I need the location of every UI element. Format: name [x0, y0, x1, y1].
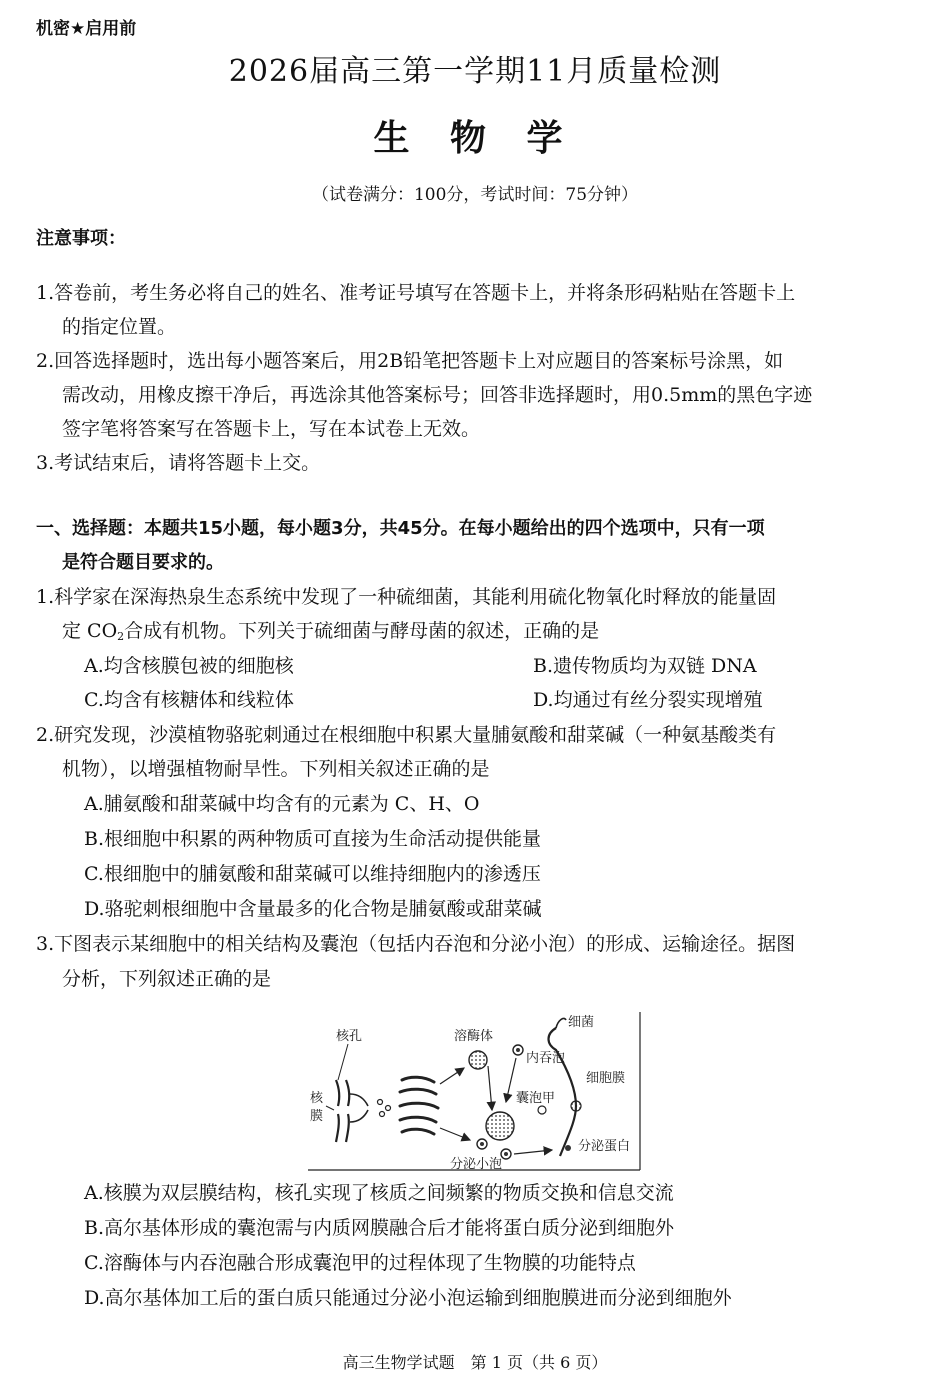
q3-option-d: D.高尔基体加工后的蛋白质只能通过分泌小泡运输到细胞膜进而分泌到细胞外	[84, 1287, 732, 1309]
small-vesicle-3	[380, 1112, 385, 1117]
small-vesicle-2	[386, 1106, 391, 1111]
q1-stem-cont: 定 $CO_2$合成有机物。下列关于硫细菌与酵母菌的叙述，正确的是	[62, 620, 600, 643]
confidential-label: 机密★启用前	[36, 19, 137, 39]
label-nuclear-membrane-1: 核	[310, 1091, 324, 1106]
lysosome-shape	[469, 1051, 487, 1069]
label-nuclear-pore: 核孔	[336, 1029, 363, 1044]
label-secretory-protein: 分泌蛋白	[578, 1139, 631, 1154]
q3-stem-cont: 分析，下列叙述正确的是	[62, 968, 272, 990]
section-title: 一、选择题：本题共15小题，每小题3分，共45分。在每小题给出的四个选项中，只有一项	[36, 518, 765, 539]
exam-info: （试卷满分：100分，考试时间：75分钟）	[311, 185, 639, 205]
note-2-cont-2: 签字笔将答案写在答题卡上，写在本试卷上无效。	[62, 418, 481, 440]
golgi-apparatus	[400, 1077, 438, 1134]
pointer-nuclear-pore	[338, 1044, 348, 1080]
q2-option-d: D.骆驼刺根细胞中含量最多的化合物是脯氨酸或甜菜碱	[84, 898, 542, 920]
endocytic-vesicle-core	[516, 1048, 520, 1052]
bacterium-shape	[556, 1018, 566, 1028]
arrow-golgi-to-lysosome	[440, 1068, 464, 1084]
q1-option-b: B.遗传物质均为双链 DNA	[533, 655, 757, 677]
q3-option-a: A.核膜为双层膜结构，核孔实现了核质之间频繁的物质交换和信息交流	[84, 1182, 674, 1204]
exam-title: 2026届高三第一学期11月质量检测	[228, 54, 722, 89]
arrow-secretory-to-membrane	[514, 1150, 552, 1154]
section-title-cont: 是符合题目要求的。	[62, 552, 224, 573]
label-nuclear-membrane-2: 膜	[310, 1109, 324, 1124]
label-lysosome: 溶酶体	[454, 1029, 494, 1044]
secretory-vesicle-2-core	[504, 1152, 508, 1156]
q2-stem: 2.研究发现，沙漠植物骆驼刺通过在根细胞中积累大量脯氨酸和甜菜碱（一种氨基酸类有	[36, 724, 777, 746]
q2-option-b: B.根细胞中积累的两种物质可直接为生命活动提供能量	[84, 828, 542, 850]
q2-option-c: C.根细胞中的脯氨酸和甜菜碱可以维持细胞内的渗透压	[84, 863, 541, 885]
notes-title: 注意事项：	[36, 228, 126, 249]
note-1-cont: 的指定位置。	[62, 316, 177, 338]
label-bacterium: 细菌	[568, 1015, 595, 1030]
digested-vesicle	[538, 1106, 546, 1114]
arrow-endocytic-to-vesicle-a	[506, 1058, 516, 1102]
page-footer: 高三生物学试题 第 1 页（共 6 页）	[342, 1353, 608, 1372]
q3-option-c: C.溶酶体与内吞泡融合形成囊泡甲的过程体现了生物膜的功能特点	[84, 1252, 636, 1274]
q1-option-c: C.均含有核糖体和线粒体	[84, 689, 294, 711]
note-2: 2.回答选择题时，选出每小题答案后，用2B铅笔把答题卡上对应题目的答案标号涂黑，如	[36, 350, 784, 372]
q1-stem: 1.科学家在深海热泉生态系统中发现了一种硫细菌，其能利用硫化物氧化时释放的能量固	[36, 586, 777, 608]
small-vesicle-1	[378, 1100, 383, 1105]
q1-option-a: A.均含核膜包被的细胞核	[84, 655, 294, 677]
secretory-protein-dot	[565, 1145, 571, 1151]
q2-option-a: A.脯氨酸和甜菜碱中均含有的元素为 C、H、O	[84, 793, 480, 815]
subject-title: 生 物 学	[373, 118, 577, 159]
label-cell-membrane: 细胞膜	[586, 1071, 626, 1086]
note-3: 3.考试结束后，请将答题卡上交。	[36, 452, 321, 474]
vesicle-a-shape	[486, 1112, 514, 1140]
nuclear-envelope	[336, 1080, 368, 1142]
note-2-cont-1: 需改动，用橡皮擦干净后，再选涂其他答案标号；回答非选择题时，用0.5mm的黑色字迹	[62, 384, 813, 406]
cell-vesicle-diagram	[306, 1010, 642, 1174]
label-secretory-vesicle: 分泌小泡	[450, 1157, 503, 1172]
note-1: 1.答卷前，考生务必将自己的姓名、准考证号填写在答题卡上，并将条形码粘贴在答题卡上	[36, 282, 796, 304]
pointer-nuclear-membrane	[326, 1106, 334, 1110]
q3-option-b: B.高尔基体形成的囊泡需与内质网膜融合后才能将蛋白质分泌到细胞外	[84, 1217, 675, 1239]
secretory-vesicle-1-core	[480, 1142, 484, 1146]
arrow-golgi-to-secretory	[440, 1128, 470, 1140]
q2-stem-cont: 机物），以增强植物耐旱性。下列相关叙述正确的是	[62, 758, 490, 780]
q1-option-d: D.均通过有丝分裂实现增殖	[533, 689, 763, 711]
q3-stem: 3.下图表示某细胞中的相关结构及囊泡（包括内吞泡和分泌小泡）的形成、运输途径。据图	[36, 933, 796, 955]
exocytosis-site	[571, 1101, 581, 1111]
label-endocytic-vesicle: 内吞泡	[526, 1051, 566, 1066]
arrow-lysosome-to-vesicle-a	[488, 1066, 492, 1110]
label-vesicle-a: 囊泡甲	[516, 1091, 556, 1106]
